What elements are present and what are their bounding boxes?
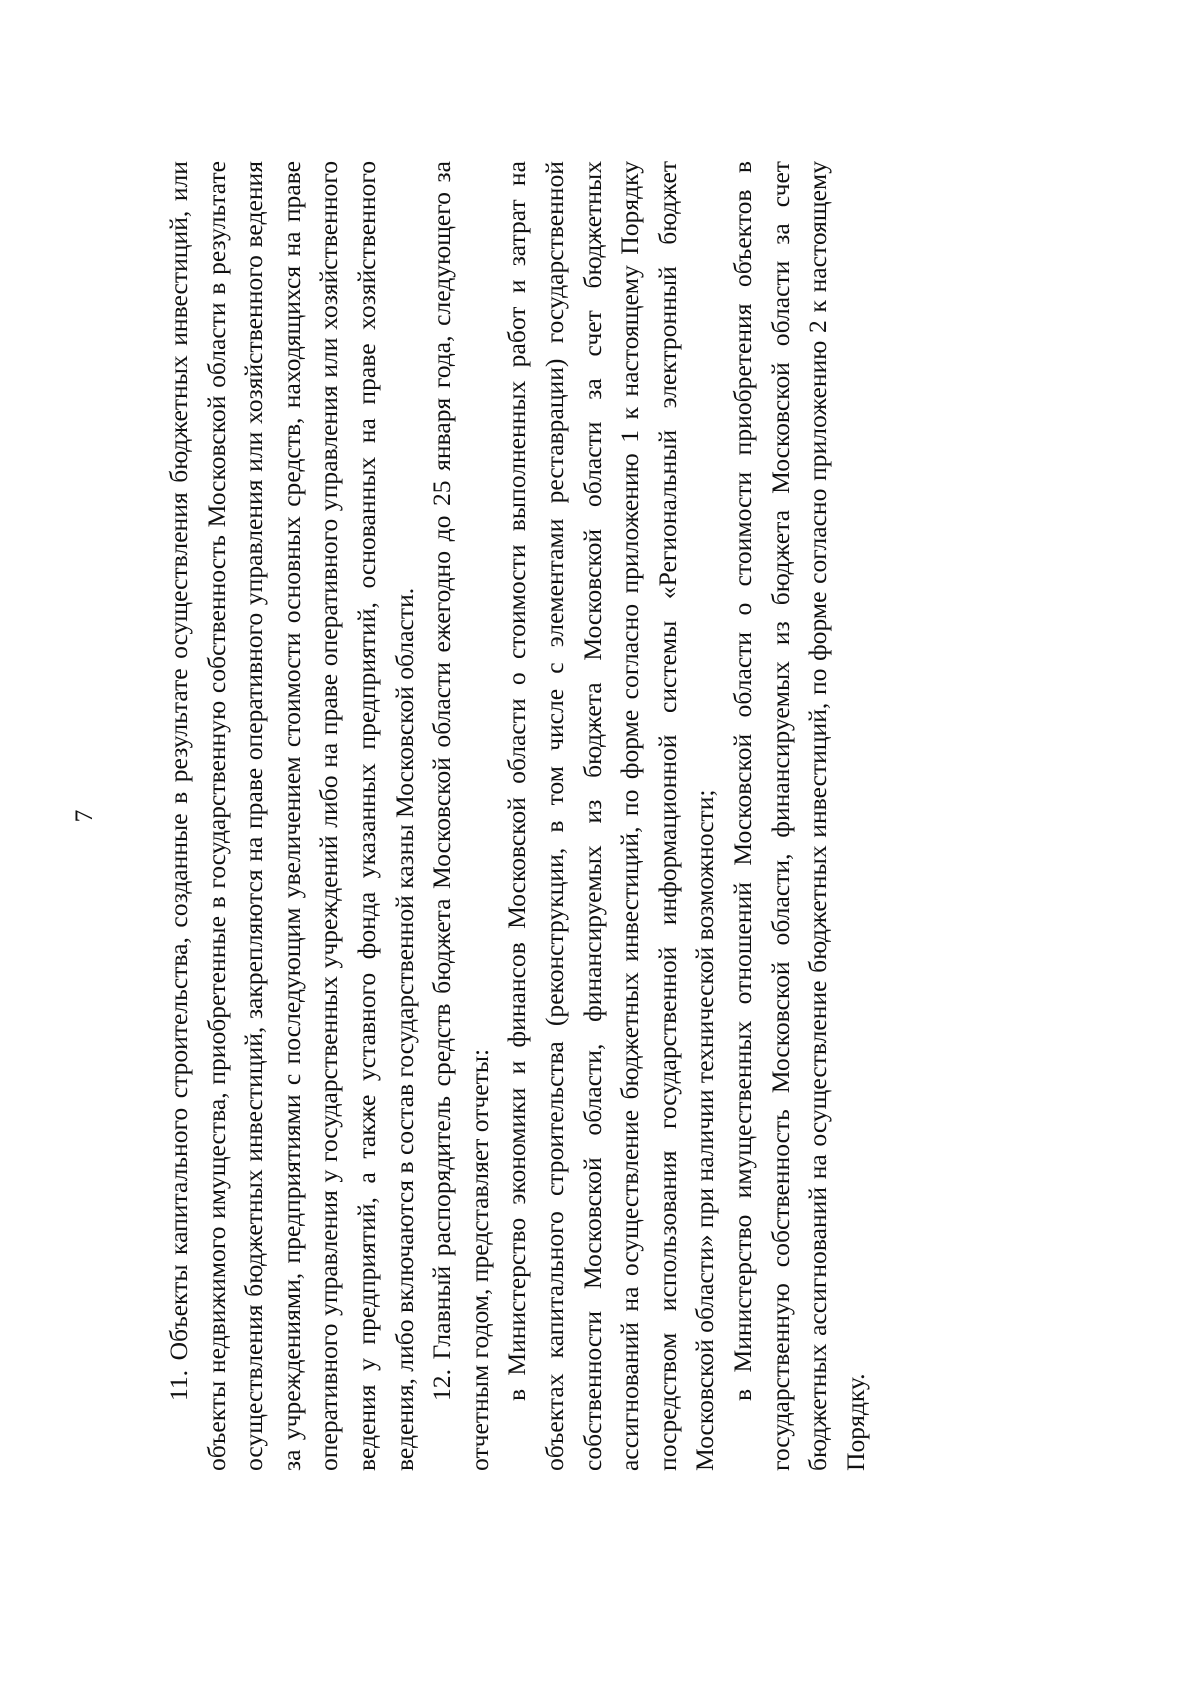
document-body xyxy=(69,161,874,1471)
paragraph-ministry-economy-finance: в Министерство экономики и финансов Московской области о стоимости выполненных работ и затрат на объектах капитального строительства (реконструкции, в том числе с элементами реставрации) государственной собственности Московской области, финансируемых из бюджета Московской области за счет бюджетных ассигнований на осуществление бюджетных инвестиций, по форме согласно приложению 1 к настоящему Порядку посредством использования государственной информационной системы «Региональный электронный бюджет Московской области» при наличии технической возможности; xyxy=(502,161,720,1471)
paragraph-ministry-property-relations: в Министерство имущественных отношений Московской области о стоимости приобретения объектов в государственную собственность Московской области, финансируемых из бюджета Московской области за счет бюджетных ассигнований на осуществление бюджетных инвестиций, по форме согласно приложению 2 к настоящему Порядку. xyxy=(727,161,870,1471)
page-number: 7 xyxy=(69,809,98,823)
paragraph-12-reports: 12. Главный распорядитель средств бюджета Московской области ежегодно до 25 января года, следующего за отчетным годом, представляет отчеты: xyxy=(427,161,494,1471)
paragraph-11-capital-objects: 11. Объекты капитального строительства, созданные в результате осуществления бюджетных инвестиций, или объекты недвижимого имущества, приобретенные в государственную собственность Московской области в результате осуществления бюджетных инвестиций, закрепляются на праве оперативного управления или хозяйственного ведения за учреждениями, предприятиями с последующим увеличением стоимости основных средств, находящихся на праве оперативного управления у государственных учреждений либо на праве оперативного управления или хозяйственного ведения у предприятий, а также уставного фонда указанных предприятий, основанных на праве хозяйственного ведения, либо включаются в состав государственной казны Московской области. xyxy=(164,161,419,1471)
